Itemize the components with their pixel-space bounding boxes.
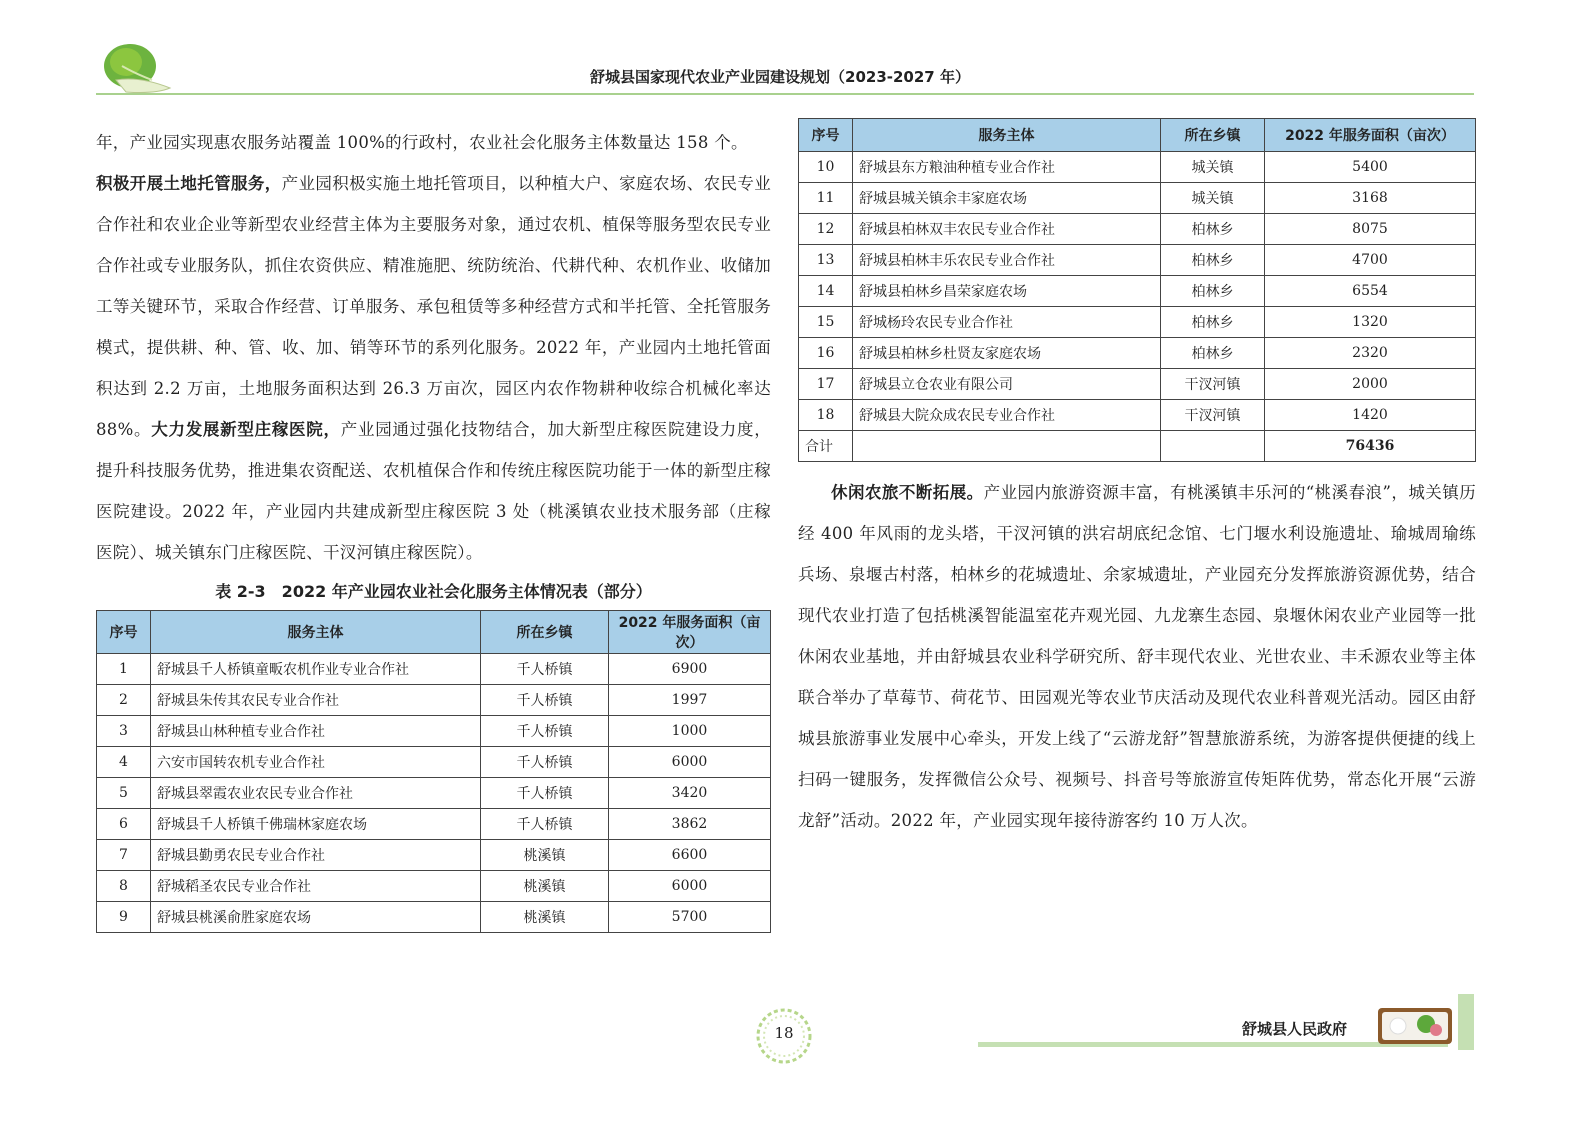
- text-land-trusteeship: 产业园积极实施土地托管项目，以种植大户、家庭农场、农民专业合作社和农业企业等新型农业经营主体为主要服务对象，通过农机、植保等服务型农民专业合作社或专业服务队，抓住农资供应、精准施肥、统防统治、代耕代种、农机作业、收储加工等关键环节，采取合作经营、订单服务、承包租赁等多种经营方式和半托管、全托管服务模式，提供耕、种、管、收、加、销等环节的系列化服务。2022 年，产业园内土地托管面积达到 2.2 万亩，土地服务面积达到 26.3 万亩次，园区内农作物耕种收综合机械化率达 88%。: [96, 174, 771, 439]
- table-row: [97, 871, 771, 902]
- col-header-entity: 服务主体: [853, 119, 1161, 152]
- cell-town: 桃溪镇: [481, 902, 609, 933]
- cell-area: 6000: [609, 871, 771, 902]
- cell-entity: 舒城县东方粮油种植专业合作社: [853, 152, 1161, 183]
- cell-index: 15: [799, 307, 853, 338]
- table-row: [97, 716, 771, 747]
- heading-crop-hospital: 大力发展新型庄稼医院，: [151, 420, 341, 439]
- cell-index: 18: [799, 400, 853, 431]
- left-column: [96, 122, 771, 933]
- cell-entity: 舒城县勤勇农民专业合作社: [151, 840, 481, 871]
- total-empty: [1161, 431, 1265, 462]
- cell-town: 千人桥镇: [481, 778, 609, 809]
- cell-entity: 舒城县翠霞农业农民专业合作社: [151, 778, 481, 809]
- table-row: [799, 152, 1476, 183]
- cell-town: 千人桥镇: [481, 685, 609, 716]
- cell-index: 8: [97, 871, 151, 902]
- col-header-entity: 服务主体: [151, 611, 481, 654]
- cell-entity: 舒城县城关镇余丰家庭农场: [853, 183, 1161, 214]
- cell-index: 9: [97, 902, 151, 933]
- cell-town: 柏林乡: [1161, 214, 1265, 245]
- col-header-area: 2022 年服务面积（亩次）: [1265, 119, 1476, 152]
- service-table-right: [798, 118, 1476, 462]
- cell-entity: 舒城县立仓农业有限公司: [853, 369, 1161, 400]
- col-header-index: 序号: [799, 119, 853, 152]
- food-tray-icon: [1376, 1004, 1454, 1048]
- cell-entity: 舒城县大院众成农民专业合作社: [853, 400, 1161, 431]
- cell-entity: 舒城县山林种植专业合作社: [151, 716, 481, 747]
- table-row: [97, 902, 771, 933]
- col-header-index: 序号: [97, 611, 151, 654]
- cell-area: 3168: [1265, 183, 1476, 214]
- table-row: [799, 400, 1476, 431]
- table-row: [799, 338, 1476, 369]
- col-header-town: 所在乡镇: [481, 611, 609, 654]
- heading-leisure-tourism: 休闲农旅不断拓展。: [831, 483, 984, 502]
- cell-index: 6: [97, 809, 151, 840]
- cell-index: 17: [799, 369, 853, 400]
- heading-land-trusteeship: 积极开展土地托管服务，: [96, 174, 282, 193]
- service-table-left: [96, 610, 771, 933]
- cell-entity: 舒城县千人桥镇千佛瑞林家庭农场: [151, 809, 481, 840]
- table-row: [799, 369, 1476, 400]
- cell-town: 干汊河镇: [1161, 369, 1265, 400]
- cell-entity: 舒城县柏林乡杜贤友家庭农场: [853, 338, 1161, 369]
- cell-area: 1420: [1265, 400, 1476, 431]
- cell-town: 城关镇: [1161, 152, 1265, 183]
- cell-town: 柏林乡: [1161, 276, 1265, 307]
- cabbage-logo-icon: [96, 36, 176, 96]
- table-row: [799, 245, 1476, 276]
- paragraph-continued: 年，产业园实现惠农服务站覆盖 100%的行政村，农业社会化服务主体数量达 158 个。: [96, 133, 748, 152]
- table-row: [799, 307, 1476, 338]
- cell-area: 1000: [609, 716, 771, 747]
- footer-organization: 舒城县人民政府: [1242, 1020, 1348, 1038]
- cell-area: 6554: [1265, 276, 1476, 307]
- text-crop-hospital: 产业园通过强化技物结合，加大新型庄稼医院建设力度，提升科技服务优势，推进集农资配送、农机植保合作和传统庄稼医院功能于一体的新型庄稼医院建设。2022 年，产业园内共建成新型庄稼医院 3 处（桃溪镇农业技术服务部（庄稼医院）、城关镇东门庄稼医院、干汊河镇庄稼医院）。: [96, 420, 772, 562]
- cell-entity: 舒城县千人桥镇童畈农机作业专业合作社: [151, 654, 481, 685]
- cell-town: 柏林乡: [1161, 338, 1265, 369]
- page-number: 18: [774, 1024, 794, 1042]
- cell-index: 3: [97, 716, 151, 747]
- col-header-town: 所在乡镇: [1161, 119, 1265, 152]
- cell-entity: 舒城杨玲农民专业合作社: [853, 307, 1161, 338]
- table-total-row: [799, 431, 1476, 462]
- cell-entity: 舒城县桃溪俞胜家庭农场: [151, 902, 481, 933]
- table-row: [97, 809, 771, 840]
- cell-area: 8075: [1265, 214, 1476, 245]
- table-row: [97, 840, 771, 871]
- table-row: [97, 778, 771, 809]
- header-divider: [96, 93, 1474, 95]
- cell-area: 2320: [1265, 338, 1476, 369]
- cell-area: 2000: [1265, 369, 1476, 400]
- cell-entity: 舒城稻圣农民专业合作社: [151, 871, 481, 902]
- cell-index: 5: [97, 778, 151, 809]
- cell-entity: 舒城县柏林丰乐农民专业合作社: [853, 245, 1161, 276]
- cell-index: 11: [799, 183, 853, 214]
- cell-entity: 六安市国转农机专业合作社: [151, 747, 481, 778]
- cell-town: 桃溪镇: [481, 871, 609, 902]
- cell-entity: 舒城县柏林乡昌荣家庭农场: [853, 276, 1161, 307]
- cell-index: 4: [97, 747, 151, 778]
- cell-index: 16: [799, 338, 853, 369]
- table-row: [97, 685, 771, 716]
- table-row: [799, 214, 1476, 245]
- cell-town: 柏林乡: [1161, 307, 1265, 338]
- cell-area: 3862: [609, 809, 771, 840]
- cell-index: 10: [799, 152, 853, 183]
- cell-town: 千人桥镇: [481, 809, 609, 840]
- paragraph-land-trusteeship: [96, 163, 771, 573]
- cell-town: 千人桥镇: [481, 716, 609, 747]
- footer-accent-bar: [1458, 994, 1474, 1050]
- col-header-area: 2022 年服务面积（亩次）: [609, 611, 771, 654]
- total-value: 76436: [1265, 431, 1476, 462]
- cell-town: 桃溪镇: [481, 840, 609, 871]
- table-row: [799, 276, 1476, 307]
- page-number-badge: [752, 1004, 816, 1068]
- cell-town: 城关镇: [1161, 183, 1265, 214]
- paragraph-leisure-tourism: [798, 472, 1476, 841]
- cell-town: 千人桥镇: [481, 747, 609, 778]
- cell-entity: 舒城县柏林双丰农民专业合作社: [853, 214, 1161, 245]
- cell-town: 千人桥镇: [481, 654, 609, 685]
- total-label: 合计: [799, 431, 853, 462]
- table-row: [97, 654, 771, 685]
- cell-town: 柏林乡: [1161, 245, 1265, 276]
- cell-area: 5400: [1265, 152, 1476, 183]
- table-row: [799, 183, 1476, 214]
- cell-index: 12: [799, 214, 853, 245]
- cell-index: 2: [97, 685, 151, 716]
- cell-area: 6000: [609, 747, 771, 778]
- cell-area: 3420: [609, 778, 771, 809]
- cell-area: 1320: [1265, 307, 1476, 338]
- cell-area: 6600: [609, 840, 771, 871]
- cell-entity: 舒城县朱传其农民专业合作社: [151, 685, 481, 716]
- cell-index: 7: [97, 840, 151, 871]
- table-row: [97, 747, 771, 778]
- table-caption: 表 2-3 2022 年产业园农业社会化服务主体情况表（部分）: [215, 582, 652, 601]
- text-leisure-tourism: 产业园内旅游资源丰富，有桃溪镇丰乐河的“桃溪春浪”，城关镇历经 400 年风雨的龙头塔，干汊河镇的洪宕胡底纪念馆、七门堰水利设施遗址、瑜城周瑜练兵场、泉堰古村落，柏林乡的花城遗址、余家城遗址，产业园充分发挥旅游资源优势，结合现代农业打造了包括桃溪智能温室花卉观光园、九龙寨生态园、泉堰休闲农业产业园等一批休闲农业基地，并由舒城县农业科学研究所、舒丰现代农业、光世农业、丰禾源农业等主体联合举办了草莓节、荷花节、田园观光等农业节庆活动及现代农业科普观光活动。园区由舒城县旅游事业发展中心牵头，开发上线了“云游龙舒”智慧旅游系统，为游客提供便捷的线上扫码一键服务，发挥微信公众号、视频号、抖音号等旅游宣传矩阵优势，常态化开展“云游龙舒”活动。2022 年，产业园实现年接待游客约 10 万人次。: [798, 483, 1476, 830]
- table-header-row: [799, 119, 1476, 152]
- cell-town: 干汊河镇: [1161, 400, 1265, 431]
- cell-index: 1: [97, 654, 151, 685]
- cell-area: 6900: [609, 654, 771, 685]
- cell-index: 13: [799, 245, 853, 276]
- document-header-title: 舒城县国家现代农业产业园建设规划（2023-2027 年）: [590, 68, 970, 86]
- cell-area: 5700: [609, 902, 771, 933]
- total-empty: [853, 431, 1161, 462]
- table-header-row: [97, 611, 771, 654]
- cell-area: 4700: [1265, 245, 1476, 276]
- right-column: [798, 118, 1476, 841]
- cell-area: 1997: [609, 685, 771, 716]
- cell-index: 14: [799, 276, 853, 307]
